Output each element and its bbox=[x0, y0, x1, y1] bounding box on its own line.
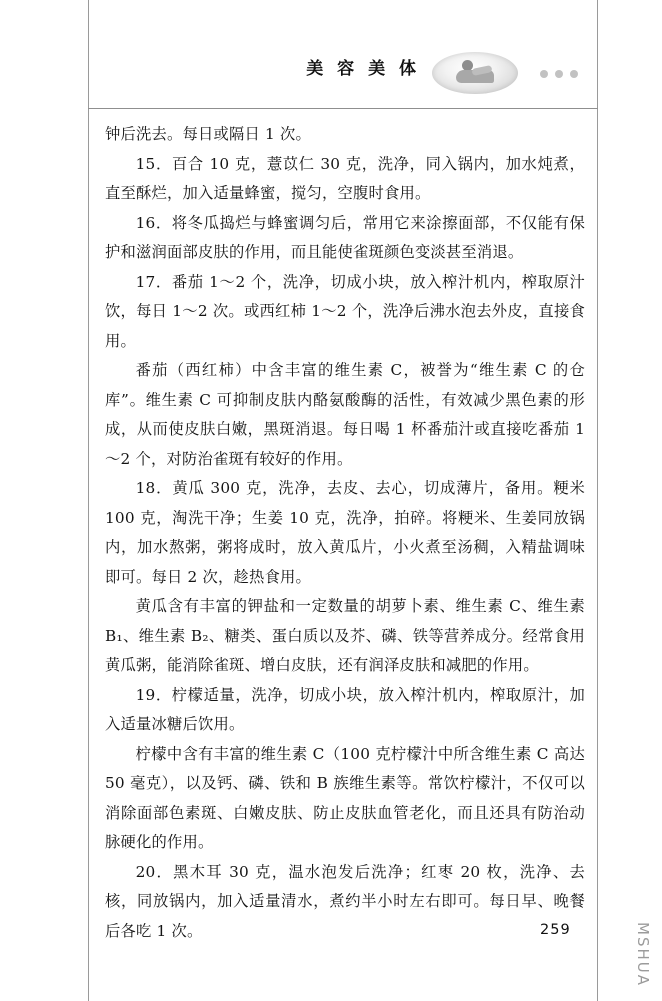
three-dots-icon bbox=[540, 70, 578, 78]
body-paragraph: 番茄（西红柿）中含丰富的维生素 C，被誉为“维生素 C 的仓库”。维生素 C 可抑制皮肤内酪氨酸酶的活性，有效减少黑色素的形成，从而使皮肤白嫩，黑斑消退。每日喝 1 杯番茄汁或直接吃番茄 1～2 个，对防治雀斑有较好的作用。 bbox=[105, 361, 585, 468]
body-paragraph: 18．黄瓜 300 克，洗净，去皮、去心，切成薄片，备用。粳米 100 克，淘洗干净；生姜 10 克，洗净，拍碎。将粳米、生姜同放锅内，加水熬粥，粥将成时，放入黄瓜片，小火煮至汤稠，入精盐调味即可。每日 2 次，趁热食用。 bbox=[105, 479, 585, 586]
emblem-figure bbox=[454, 58, 498, 86]
header-divider bbox=[88, 108, 598, 109]
body-paragraph: 20．黑木耳 30 克，温水泡发后洗净；红枣 20 枚，洗净、去核，同放锅内，加入适量清水，煮约半小时左右即可。每日早、晚餐后各吃 1 次。 bbox=[105, 862, 585, 940]
body-paragraph: 17．番茄 1～2 个，洗净，切成小块，放入榨汁机内，榨取原汁饮，每日 1～2 次。或西红柿 1～2 个，洗净后沸水泡去外皮，直接食用。 bbox=[105, 272, 585, 350]
spa-person-icon bbox=[432, 46, 518, 98]
dot-1 bbox=[540, 70, 548, 78]
dot-2 bbox=[555, 70, 563, 78]
page-number: 259 bbox=[540, 922, 571, 938]
body-paragraph: 柠檬中含有丰富的维生素 C（100 克柠檬汁中所含维生素 C 高达 50 毫克），以及钙、磷、铁和 B 族维生素等。常饮柠檬汁，不仅可以消除面部色素斑、白嫩皮肤、防止皮肤血管老化，而且还具有防治动脉硬化的作用。 bbox=[105, 744, 585, 851]
body-paragraph: 15．百合 10 克，薏苡仁 30 克，洗净，同入锅内，加水炖煮，直至酥烂，加入适量蜂蜜，搅匀，空腹时食用。 bbox=[105, 154, 585, 202]
header-title: 美 容 美 体 bbox=[306, 59, 420, 79]
dot-3 bbox=[570, 70, 578, 78]
body-paragraph: 黄瓜含有丰富的钾盐和一定数量的胡萝卜素、维生素 C、维生素 B₁、维生素 B₂、糖类、蛋白质以及芥、磷、铁等营养成分。经常食用黄瓜粥，能消除雀斑、增白皮肤，还有润泽皮肤和减肥的作用。 bbox=[105, 597, 585, 674]
page-header bbox=[88, 46, 598, 108]
right-margin-rule bbox=[597, 0, 598, 1001]
page-body bbox=[105, 120, 585, 946]
body-paragraph: 钟后洗去。每日或隔日 1 次。 bbox=[105, 125, 312, 143]
left-margin-rule bbox=[88, 0, 89, 1001]
body-paragraph: 16．将冬瓜捣烂与蜂蜜调匀后，常用它来涂擦面部，不仅能有保护和滋润面部皮肤的作用，而且能使雀斑颜色变淡甚至消退。 bbox=[105, 213, 585, 261]
side-label: MSHUA bbox=[634, 922, 652, 987]
body-paragraph: 19．柠檬适量，洗净，切成小块，放入榨汁机内，榨取原汁，加入适量冰糖后饮用。 bbox=[105, 685, 585, 733]
